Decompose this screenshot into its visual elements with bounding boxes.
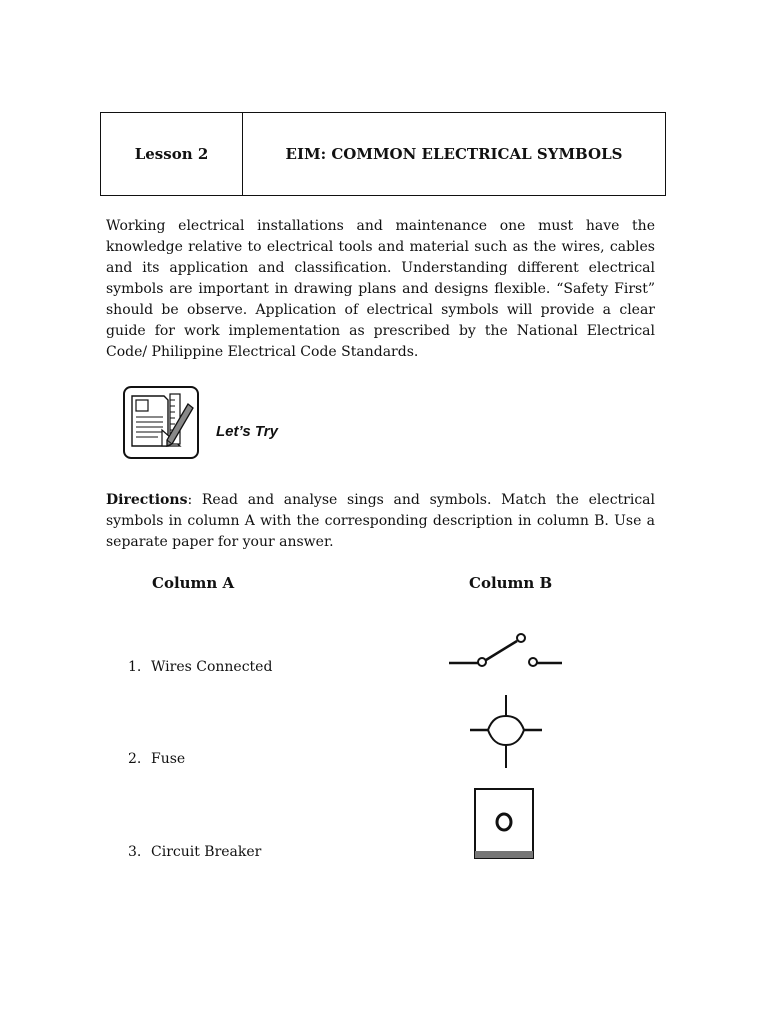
junction-box-symbol-icon	[468, 695, 544, 769]
item-label: Fuse	[151, 751, 186, 767]
list-item	[128, 659, 272, 675]
intro-paragraph: Working electrical installations and maintenance one must have the knowledge relative to electrical tools and material such as the wires, cables and its application and classification. Understanding different electrical symbols are important in drawing plans and designs flexible. “Safety First” should be observe. Application of electrical symbols will provide a clear guide for work implementation as prescribed by the National Electrical Code/ Philippine Electrical Code Standards.	[106, 218, 655, 360]
outlet-box-symbol-icon	[473, 787, 535, 860]
worksheet-pencil-icon	[118, 386, 200, 460]
directions-separator: :	[187, 492, 202, 508]
item-number: 1.	[128, 659, 142, 675]
item-label: Wires Connected	[151, 659, 273, 675]
list-item	[128, 844, 261, 860]
lesson-header-table	[100, 112, 666, 196]
list-item	[128, 751, 185, 767]
column-a-heading: Column A	[152, 574, 235, 592]
lesson-title: EIM: COMMON ELECTRICAL SYMBOLS	[285, 145, 623, 163]
switch-symbol-icon	[449, 630, 563, 672]
lesson-number: Lesson 2	[101, 113, 243, 195]
directions-paragraph	[106, 490, 655, 553]
lets-try-heading: Let’s Try	[216, 423, 278, 440]
item-label: Circuit Breaker	[151, 844, 262, 860]
directions-label: Directions	[106, 492, 188, 508]
item-number: 2.	[128, 751, 142, 767]
item-number: 3.	[128, 844, 142, 860]
column-b-heading: Column B	[469, 574, 553, 592]
directions-text: Read and analyse sings and symbols. Match the electrical symbols in column A with the corresponding description in column B. Use a separate paper for your answer.	[106, 492, 655, 550]
